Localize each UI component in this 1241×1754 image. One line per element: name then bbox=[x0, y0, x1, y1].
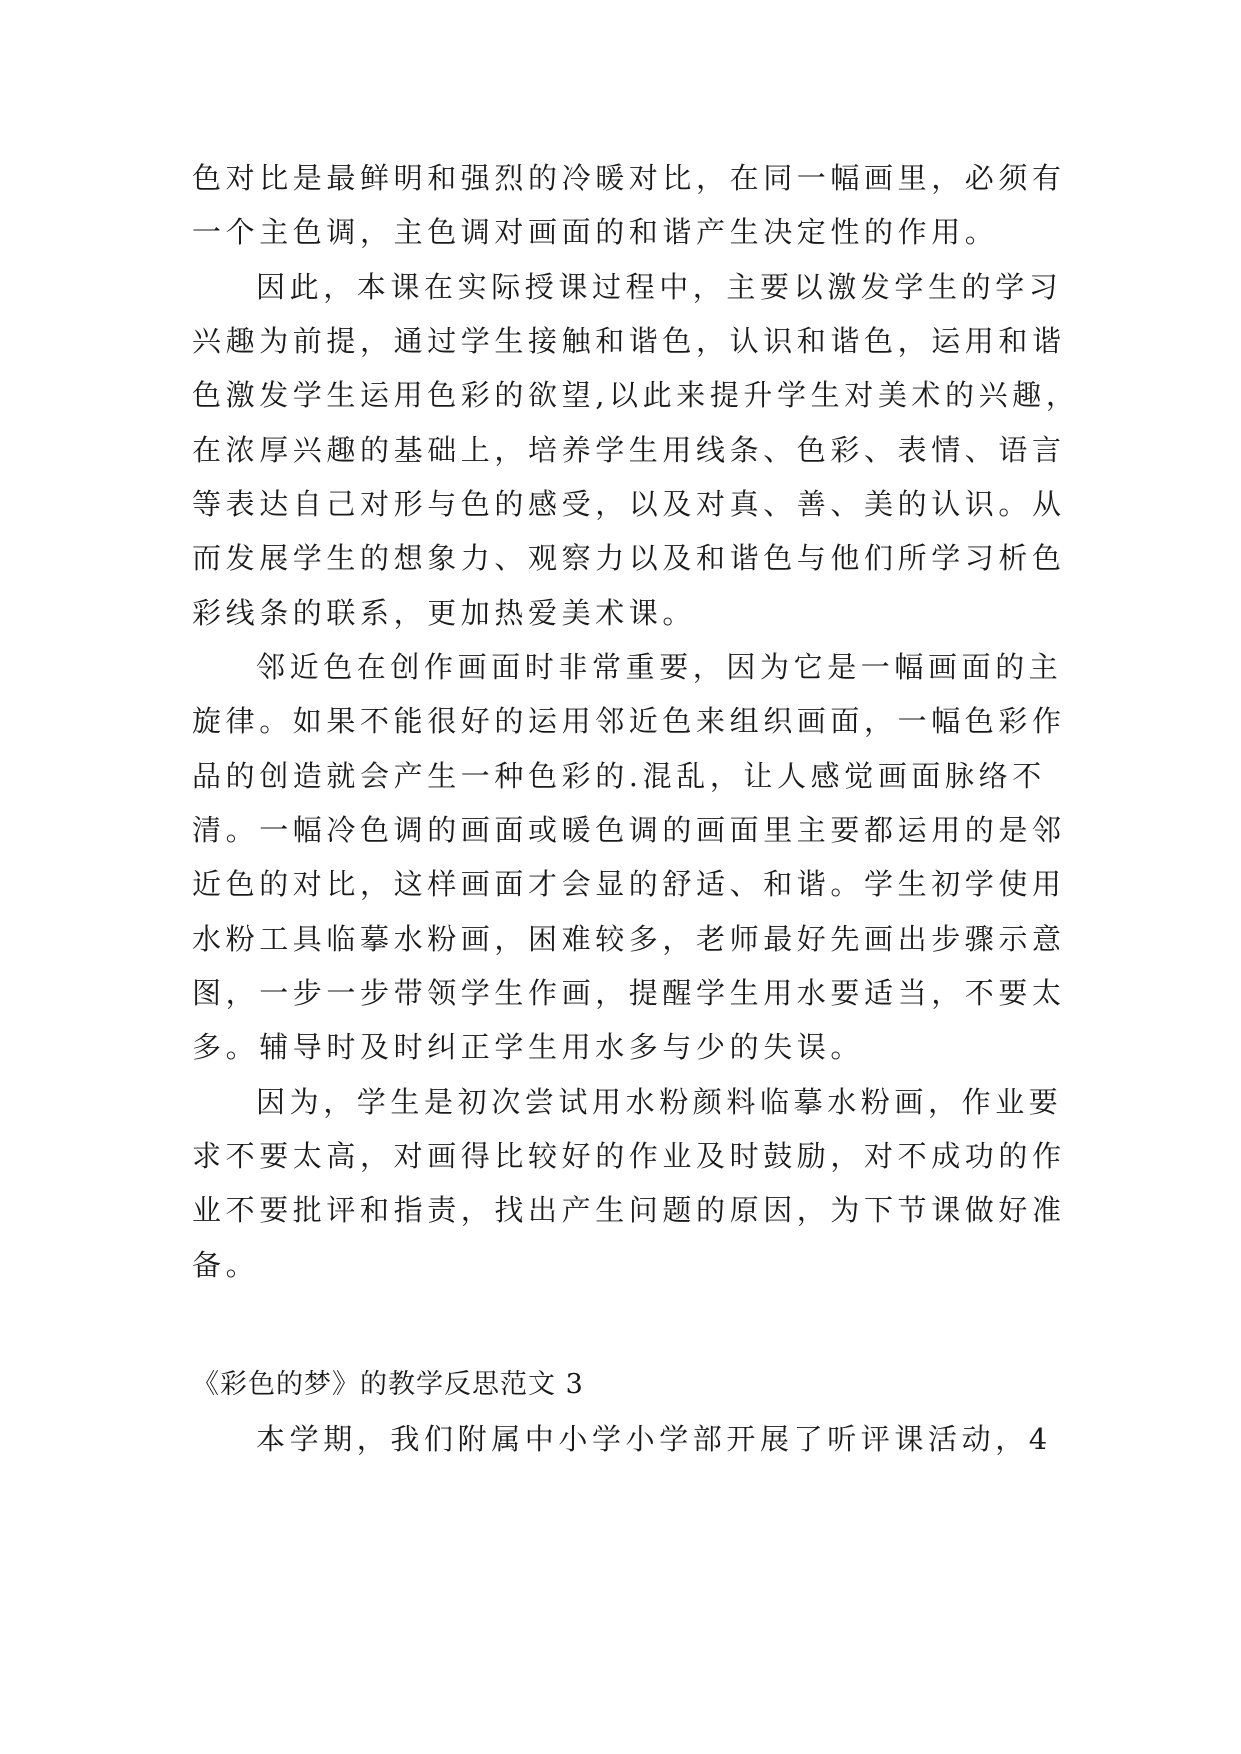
text-line: 色对比是最鲜明和强烈的冷暖对比，在同一幅画里，必须有 bbox=[192, 161, 1066, 195]
text-line: 旋律。如果不能很好的运用邻近色来组织画面，一幅色彩作 bbox=[192, 704, 1066, 738]
text-line: 而发展学生的想象力、观察力以及和谐色与他们所学习析色 bbox=[192, 541, 1066, 575]
paragraph-start-line: 因为，学生是初次尝试用水粉颜料临摹水粉画，作业要 bbox=[256, 1085, 1063, 1119]
text-line: 一个主色调，主色调对画面的和谐产生决定性的作用。 bbox=[192, 215, 999, 249]
text-line: 兴趣为前提，通过学生接触和谐色，认识和谐色，运用和谐 bbox=[192, 324, 1066, 358]
text-line: 水粉工具临摹水粉画，困难较多，老师最好先画出步骤示意 bbox=[192, 922, 1066, 956]
text-line: 在浓厚兴趣的基础上，培养学生用线条、色彩、表情、语言 bbox=[192, 433, 1066, 467]
text-line: 近色的对比，这样画面才会显的舒适、和谐。学生初学使用 bbox=[192, 867, 1066, 901]
text-line: 图，一步一步带领学生作画，提醒学生用水要适当，不要太 bbox=[192, 976, 1066, 1010]
text-line: 等表达自己对形与色的感受，以及对真、善、美的认识。从 bbox=[192, 487, 1066, 521]
paragraph-start-line: 邻近色在创作画面时非常重要，因为它是一幅画面的主 bbox=[256, 650, 1063, 684]
text-line: 色激发学生运用色彩的欲望,以此来提升学生对美术的兴趣， bbox=[192, 378, 1080, 412]
text-line: 彩线条的联系，更加热爱美术课。 bbox=[192, 596, 697, 630]
paragraph-start-line: 本学期，我们附属中小学小学部开展了听评课活动，4 bbox=[256, 1422, 1052, 1456]
section-heading: 《彩色的梦》的教学反思范文 3 bbox=[192, 1369, 584, 1400]
text-line: 求不要太高，对画得比较好的作业及时鼓励，对不成功的作 bbox=[192, 1139, 1066, 1173]
text-line: 业不要批评和指责，找出产生问题的原因，为下节课做好准 bbox=[192, 1193, 1066, 1227]
text-line: 清。一幅冷色调的画面或暖色调的画面里主要都运用的是邻 bbox=[192, 813, 1066, 847]
paragraph-start-line: 因此，本课在实际授课过程中，主要以激发学生的学习 bbox=[256, 270, 1063, 304]
text-line: 多。辅导时及时纠正学生用水多与少的失误。 bbox=[192, 1030, 865, 1064]
text-line: 品的创造就会产生一种色彩的.混乱，让人感觉画面脉络不 bbox=[192, 759, 1046, 793]
text-line: 备。 bbox=[192, 1248, 260, 1282]
